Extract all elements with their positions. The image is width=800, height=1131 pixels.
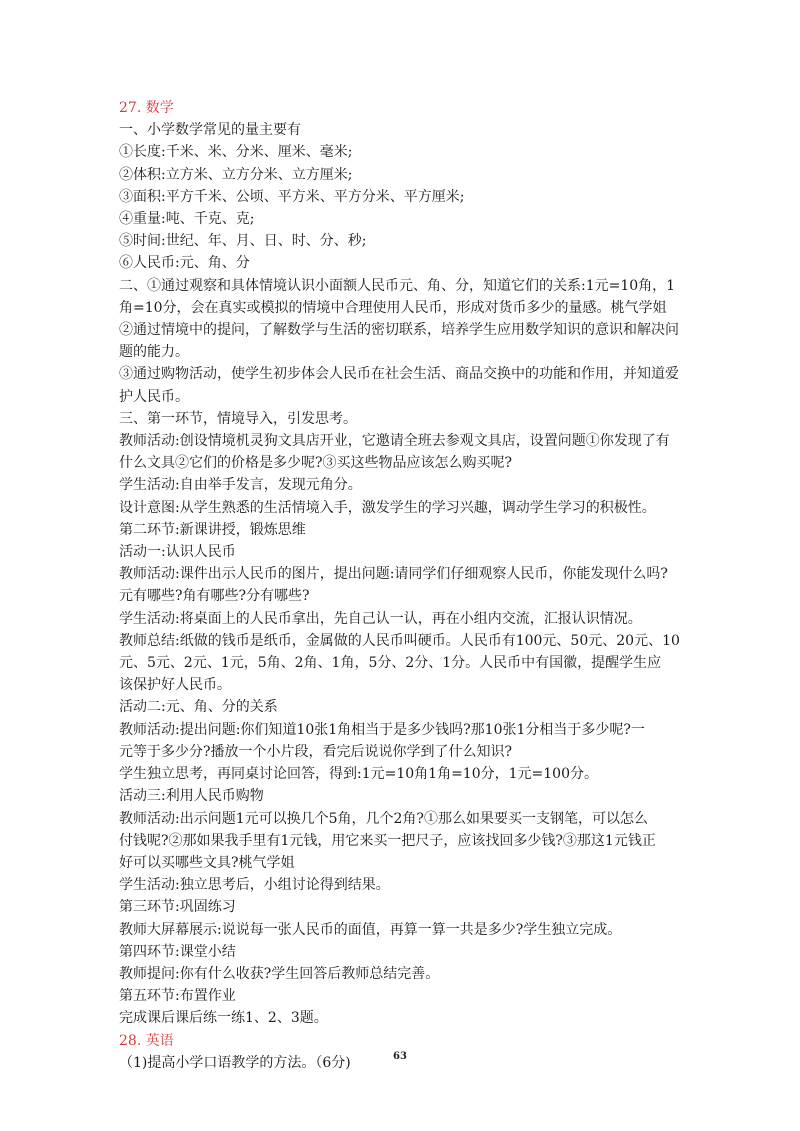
text-line: 活动三:利用人民币购物 <box>119 788 264 805</box>
text-line: 第四环节:课堂小结 <box>119 943 236 960</box>
math-section-body <box>119 119 704 1029</box>
text-line: ③面积:平方千米、公顷、平方米、平方分米、平方厘米; <box>119 188 465 205</box>
text-line: 活动一:认识人民币 <box>119 544 236 561</box>
text-line: 教师提问:你有什么收获?学生回答后教师总结完善。 <box>119 965 440 982</box>
text-line: 好可以买哪些文具?桃气学姐 <box>119 854 295 871</box>
text-line: 教师总结:纸做的钱币是纸币，金属做的人民币叫硬币。人民币有100元、50元、20元、10 <box>119 632 680 649</box>
text-line: 设计意图:从学生熟悉的生活情境入手，激发学生的学习兴趣，调动学生学习的积极性。 <box>119 499 656 516</box>
text-line: 活动二:元、角、分的关系 <box>119 699 278 716</box>
text-line: 元等于多少分?播放一个小片段，看完后说说你学到了什么知识? <box>119 743 513 760</box>
text-line: 学生活动:自由举手发言，发现元角分。 <box>119 477 362 494</box>
page-number: 63 <box>393 1051 407 1062</box>
text-line: ②体积:立方米、立方分米、立方厘米; <box>119 166 353 183</box>
text-line: ①长度:千米、米、分米、厘米、毫米; <box>119 144 353 161</box>
text-line: 元有哪些?角有哪些?分有哪些? <box>119 588 310 605</box>
text-line: 二、①通过观察和具体情境认识小面额人民币元、角、分，知道它们的关系:1元=10角，1 <box>119 277 676 294</box>
math-section-heading: 27. 数学 <box>119 100 174 116</box>
text-line: 第二环节:新课讲授，锻炼思维 <box>119 521 306 538</box>
text-line: 教师活动:出示问题1元可以换几个5角，几个2角?①那么如果要买一支钢笔，可以怎么 <box>119 810 648 827</box>
text-line: 该保护好人民币。 <box>119 677 231 694</box>
text-line: 元、5元、2元、1元，5角、2角、1角，5分、2分、1分。人民币中有国徽，提醒学生应 <box>119 655 662 672</box>
text-line: 学生活动:独立思考后，小组讨论得到结果。 <box>119 877 390 894</box>
page-content <box>119 97 704 1074</box>
text-line: 学生活动:将桌面上的人民币拿出，先自己认一认，再在小组内交流，汇报认识情况。 <box>119 610 642 627</box>
text-line: ⑥人民币:元、角、分 <box>119 255 250 272</box>
text-line: 角=10分，会在真实或模拟的情境中合理使用人民币，形成对货币多少的量感。桃气学姐 <box>119 299 667 316</box>
english-section-heading: 28. 英语 <box>119 1032 174 1049</box>
text-line: 三、第一环节，情境导入，引发思考。 <box>119 410 357 427</box>
text-line: ⑤时间:世纪、年、月、日、时、分、秒; <box>119 233 367 250</box>
text-line: 教师活动:提出问题:你们知道10张1角相当于是多少钱吗?那10张1分相当于多少呢?一 <box>119 721 645 738</box>
text-line: ④重量:吨、千克、克; <box>119 211 255 228</box>
text-line: 第五环节:布置作业 <box>119 988 236 1005</box>
text-line: （1)提高小学口语教学的方法。（6分) <box>119 1054 351 1071</box>
text-line: 教师活动:课件出示人民币的图片，提出问题:请同学们仔细观察人民币，你能发现什么吗? <box>119 566 668 583</box>
text-line: 题的能力。 <box>119 344 189 361</box>
text-line: 一、小学数学常见的量主要有 <box>119 122 301 139</box>
text-line: 教师大屏幕展示:说说每一张人民币的面值，再算一算一共是多少?学生独立完成。 <box>119 921 622 938</box>
text-line: 什么文具②它们的价格是多少呢?③买这些物品应该怎么购买呢? <box>119 455 513 472</box>
text-line: ③通过购物活动，使学生初步体会人民币在社会生活、商品交换中的功能和作用，并知道爱 <box>119 366 679 383</box>
text-line: 护人民币。 <box>119 388 189 405</box>
text-line: 教师活动:创设情境机灵狗文具店开业，它邀请全班去参观文具店，设置问题①你发现了有 <box>119 433 670 450</box>
text-line: 付钱呢?②那如果我手里有1元钱，用它来买一把尺子，应该找回多少钱?③那这1元钱正 <box>119 832 656 849</box>
text-line: 学生独立思考，再同桌讨论回答，得到:1元=10角1角=10分，1元=100分。 <box>119 766 598 783</box>
text-line: ②通过情境中的提问，了解数学与生活的密切联系，培养学生应用数学知识的意识和解决问 <box>119 322 679 339</box>
text-line: 第三环节:巩固练习 <box>119 899 236 916</box>
text-line: 完成课后课后练一练1、2、3题。 <box>119 1010 328 1027</box>
